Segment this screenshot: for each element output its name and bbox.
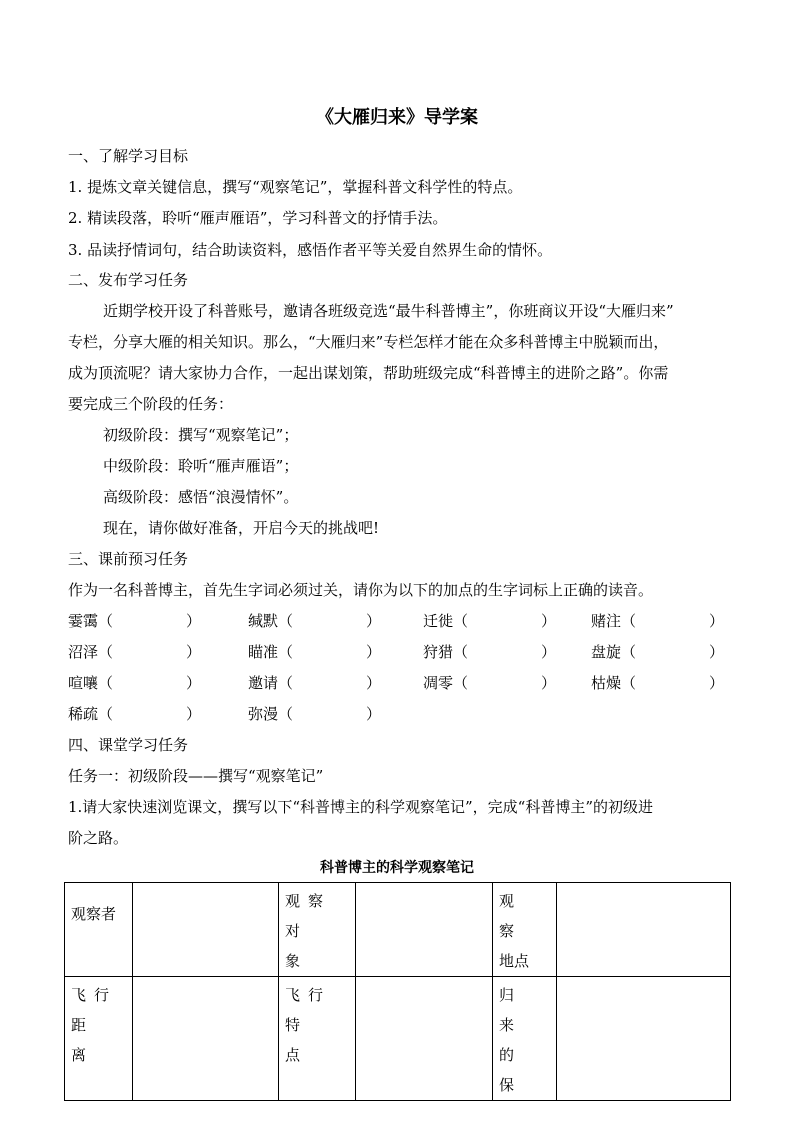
notes-table-title: 科普博主的科学观察笔记 [320,860,474,876]
objective-item-3: 3. 品读抒情词句，结合助读资料，感悟作者平等关爱自然界生命的情怀。 [68,241,553,259]
vocab-item: 枯燥（ ） [591,674,725,692]
task1-instruction-line-2: 阶之路。 [68,829,129,847]
objective-item-1: 1. 提炼文章关键信息，撰写“观察笔记”，掌握科普文科学性的特点。 [68,178,523,196]
object-input-cell[interactable] [356,883,493,977]
return-label-cell: 归来 的保 [493,977,557,1101]
vocab-item: 喧嚷（ ） [68,674,202,692]
vocab-item: 弥漫（ ） [248,705,382,723]
task-paragraph-line-3: 成为顶流呢？请大家协力合作，一起出谋划策，帮助班级完成“科普博主的进阶之路”。你需 [68,364,669,382]
place-input-cell[interactable] [557,883,731,977]
vocab-item: 瞄准（ ） [248,643,382,661]
section2-heading: 二、发布学习任务 [68,271,189,289]
vocab-item: 迁徙（ ） [423,612,557,630]
stage-beginner: 初级阶段：撰写“观察笔记”； [103,426,299,444]
feature-label-cell: 飞行特 点 [279,977,356,1101]
observation-notes-table [64,882,731,1101]
stage-advanced: 高级阶段：感悟“浪漫情怀”。 [103,488,299,506]
feature-input-cell[interactable] [356,977,493,1101]
page-title: 《大雁归来》导学案 [316,107,478,128]
vocab-item: 缄默（ ） [248,612,382,630]
objective-item-2: 2. 精读段落，聆听“雁声雁语”，学习科普文的抒情手法。 [68,209,448,227]
vocab-item: 沼泽（ ） [68,643,202,661]
task-paragraph-line-1: 近期学校开设了科普账号，邀请各班级竞选“最牛科普博主”，你班商议开设“大雁归来” [103,302,674,320]
section1-heading: 一、了解学习目标 [68,147,189,165]
vocab-item: 盘旋（ ） [591,643,725,661]
task-paragraph-line-2: 专栏，分享大雁的相关知识。那么，“大雁归来”专栏怎样才能在众多科普博主中脱颖而出， [68,333,669,351]
distance-label-cell: 飞行距 离 [65,977,133,1101]
section4-heading: 四、课堂学习任务 [68,736,189,754]
stage-intermediate: 中级阶段：聆听“雁声雁语”； [103,457,299,475]
vocab-item: 狩猎（ ） [423,643,557,661]
task-paragraph-line-4: 要完成三个阶段的任务： [68,395,234,413]
observer-input-cell[interactable] [133,883,279,977]
observer-label-cell: 观察者 [65,883,133,977]
vocab-item: 稀疏（ ） [68,705,202,723]
object-label-cell: 观察对 象 [279,883,356,977]
vocab-item: 赌注（ ） [591,612,725,630]
place-label-cell: 观察 地点 [493,883,557,977]
table-row [65,883,731,977]
task1-instruction-line-1: 1.请大家快速浏览课文，撰写以下“科普博主的科学观察笔记”，完成“科普博主”的初级进 [68,798,653,816]
distance-input-cell[interactable] [133,977,279,1101]
task1-heading: 任务一：初级阶段——撰写“观察笔记” [68,767,324,785]
vocab-intro: 作为一名科普博主，首先生字词必须过关，请你为以下的加点的生字词标上正确的读音。 [68,581,654,599]
challenge-closing: 现在，请你做好准备，开启今天的挑战吧! [103,519,380,537]
table-row [65,977,731,1101]
vocab-item: 霎霭（ ） [68,612,202,630]
vocab-item: 凋零（ ） [423,674,557,692]
return-input-cell[interactable] [557,977,731,1101]
section3-heading: 三、课前预习任务 [68,550,189,568]
vocab-item: 邀请（ ） [248,674,382,692]
